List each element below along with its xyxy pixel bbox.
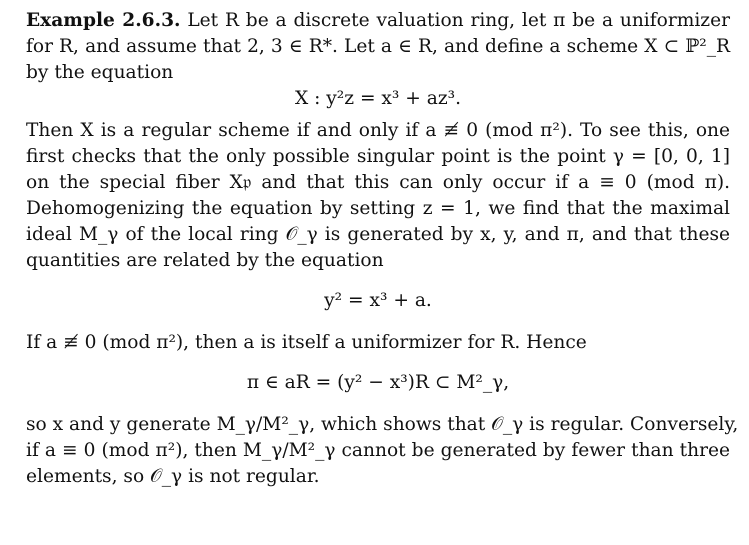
text-line: Example 2.6.3. Let R be a discrete valuation ring, let π be a uniformizer: [26, 10, 730, 31]
equation-uniformizer: π ∈ aR = (y² − x³)R ⊂ M²_γ,: [246, 372, 510, 393]
text-line: on the special fiber X𝔭 and that this can only occur if a ≡ 0 (mod π).: [26, 172, 730, 193]
text-line: quantities are related by the equation: [26, 250, 384, 271]
text-line: Then X is a regular scheme if and only if a ≢ 0 (mod π²). To see this, one: [26, 120, 730, 141]
text-line: first checks that the only possible singular point is the point γ = [0, 0, 1]: [26, 146, 730, 167]
text-line: If a ≢ 0 (mod π²), then a is itself a uniformizer for R. Hence: [26, 332, 587, 353]
paragraph-1: [26, 8, 730, 86]
text-line: by the equation: [26, 62, 174, 83]
paragraph-3: [26, 330, 730, 356]
equation-scheme-x: X : y²z = x³ + az³.: [294, 88, 462, 109]
text-line: so x and y generate M_γ/M²_γ, which shows that 𝒪_γ is regular. Conversely,: [26, 414, 739, 435]
text-line: elements, so 𝒪_γ is not regular.: [26, 466, 320, 487]
text-line: ideal M_γ of the local ring 𝒪_γ is generated by x, y, and π, and that these: [26, 224, 730, 245]
text-line: if a ≡ 0 (mod π²), then M_γ/M²_γ cannot be generated by fewer than three: [26, 440, 730, 461]
paragraph-4: [26, 412, 739, 490]
text-line: for R, and assume that 2, 3 ∈ R*. Let a ∈ R, and define a scheme X ⊂ ℙ²_R: [26, 36, 730, 57]
text-line: Dehomogenizing the equation by setting z = 1, we find that the maximal: [26, 198, 730, 219]
example-heading: Example 2.6.3.: [26, 10, 181, 31]
paragraph-2: [26, 118, 730, 274]
example-2-6-3: [26, 8, 739, 490]
equation-affine: y² = x³ + a.: [324, 290, 432, 311]
